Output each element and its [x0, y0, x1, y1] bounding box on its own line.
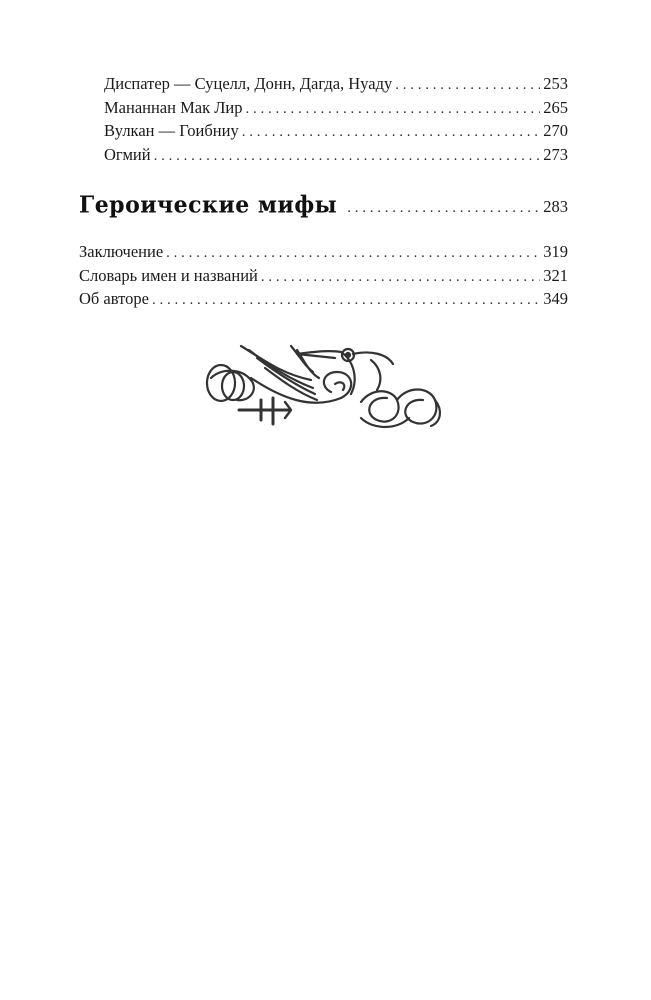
toc-entry-manannan[interactable]	[79, 96, 568, 120]
toc-entry-label: Мананнан Мак Лир	[104, 97, 243, 117]
dot-leader	[152, 289, 540, 313]
toc-entry-label: Об авторе	[79, 289, 149, 308]
toc-entry-page: 321	[543, 265, 568, 285]
toc-entry-vulcan[interactable]	[79, 119, 568, 143]
toc-entry-conclusion[interactable]	[79, 240, 568, 264]
toc-entry-label: Словарь имен и названий	[79, 265, 258, 285]
dot-leader	[246, 98, 541, 122]
toc-entry-page: 270	[543, 121, 568, 140]
toc-entry-label: Диспатер — Суцелл, Донн, Дагда, Нуаду	[104, 74, 393, 93]
toc-entry-label: Вулкан — Гоибниу	[104, 121, 239, 140]
toc-section-heroic-myths[interactable]	[79, 192, 568, 218]
table-of-contents	[79, 72, 568, 311]
toc-entry-page: 273	[543, 144, 568, 164]
dot-leader	[154, 145, 541, 169]
dot-leader	[395, 74, 540, 98]
toc-section-page: 283	[543, 197, 568, 216]
toc-entry-label: Заключение	[79, 242, 164, 261]
toc-entry-ogmios[interactable]	[79, 143, 568, 167]
dot-leader	[347, 200, 540, 217]
toc-entry-glossary[interactable]	[79, 264, 568, 288]
toc-entry-page: 349	[543, 289, 568, 308]
toc-entry-dispater[interactable]	[79, 72, 568, 96]
toc-entry-page: 265	[543, 97, 568, 117]
toc-entry-about-author[interactable]	[79, 287, 568, 311]
dot-leader	[242, 121, 541, 145]
toc-entry-label: Огмий	[104, 144, 151, 164]
dot-leader	[166, 242, 540, 266]
toc-section-title: Героические мифы	[79, 190, 338, 220]
toc-entry-page: 253	[543, 74, 568, 93]
dot-leader	[261, 266, 540, 290]
celtic-bird-knot-ornament-icon	[201, 338, 451, 438]
toc-entry-page: 319	[543, 242, 568, 261]
